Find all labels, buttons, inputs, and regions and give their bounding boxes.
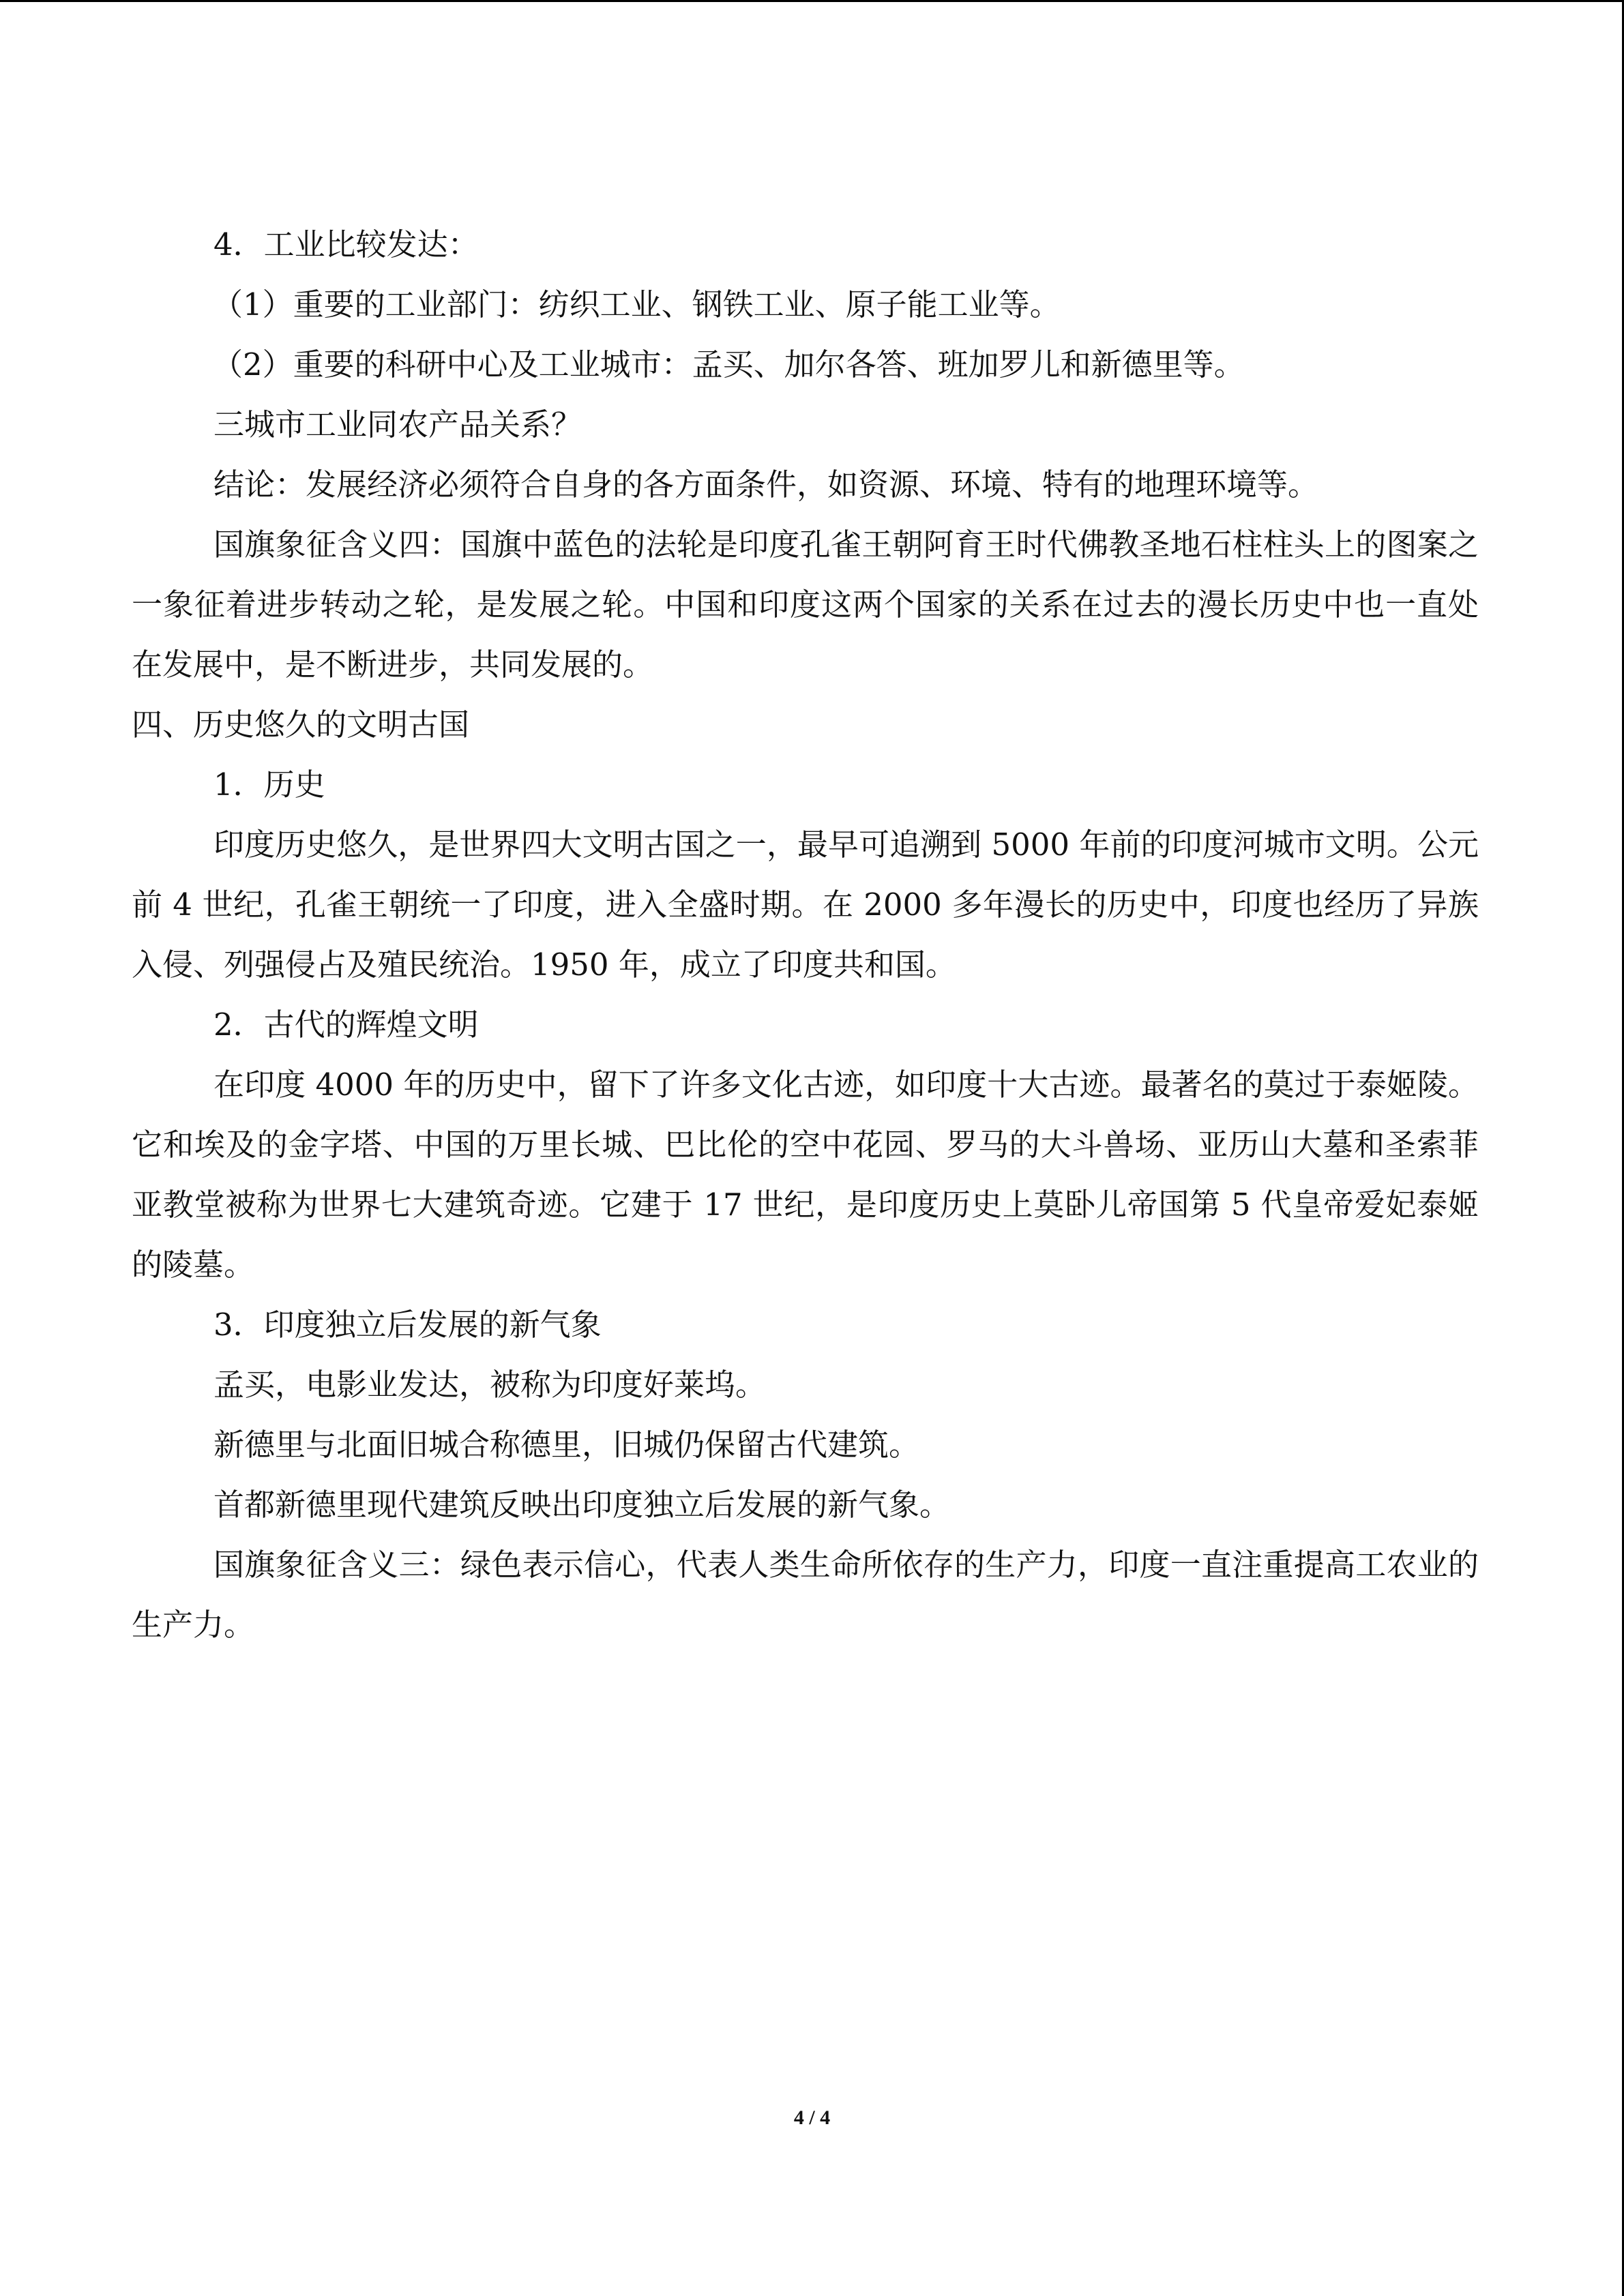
paragraph-ancient-heading: 2．古代的辉煌文明 <box>213 1007 479 1043</box>
paragraph-cities-question: 三城市工业同农产品关系？ <box>213 406 582 443</box>
page-number: 4 / 4 <box>793 2106 831 2129</box>
paragraph-flag-meaning-three: 国旗象征含义三：绿色表示信心，代表人类生命所依存的生产力，印度一直注重提高工农业的生产力。 <box>132 1547 1479 1643</box>
paragraph-capital-modern: 首都新德里现代建筑反映出印度独立后发展的新气象。 <box>213 1487 951 1523</box>
document-body <box>132 215 1479 1655</box>
paragraph-industry-heading: 4．工业比较发达： <box>213 226 479 263</box>
paragraph-history-text: 印度历史悠久，是世界四大文明古国之一，最早可追溯到 5000 年前的印度河城市文明。公元前 4 世纪，孔雀王朝统一了印度，进入全盛时期。在 2000 多年漫长的历史中，印度也经历了异族入侵、列强侵占及殖民统治。1950 年，成立了印度共和国。 <box>132 826 1479 983</box>
section-heading-ancient-civilization: 四、历史悠久的文明古国 <box>132 706 470 743</box>
paragraph-flag-meaning-four: 国旗象征含义四：国旗中蓝色的法轮是印度孔雀王朝阿育王时代佛教圣地石柱柱头上的图案之一象征着进步转动之轮，是发展之轮。中国和印度这两个国家的关系在过去的漫长历史中也一直处在发展中，是不断进步，共同发展的。 <box>132 526 1479 683</box>
paragraph-new-look-heading: 3．印度独立后发展的新气象 <box>213 1307 602 1343</box>
paragraph-conclusion: 结论：发展经济必须符合自身的各方面条件，如资源、环境、特有的地理环境等。 <box>213 466 1319 503</box>
paragraph-history-heading: 1．历史 <box>213 766 325 803</box>
paragraph-ancient-text: 在印度 4000 年的历史中，留下了许多文化古迹，如印度十大古迹。最著名的莫过于泰姬陵。它和埃及的金字塔、中国的万里长城、巴比伦的空中花园、罗马的大斗兽场、亚历山大墓和圣索菲亚教堂被称为世界七大建筑奇迹。它建于 17 世纪，是印度历史上莫卧儿帝国第 5 代皇帝爱妃泰姬的陵墓。 <box>132 1067 1479 1283</box>
paragraph-industry-cities: （2）重要的科研中心及工业城市：孟买、加尔各答、班加罗儿和新德里等。 <box>212 346 1245 383</box>
paragraph-new-delhi-old-city: 新德里与北面旧城合称德里，旧城仍保留古代建筑。 <box>213 1427 920 1463</box>
paragraph-industry-sectors: （1）重要的工业部门：纺织工业、钢铁工业、原子能工业等。 <box>212 286 1061 323</box>
paragraph-mumbai: 孟买，电影业发达，被称为印度好莱坞。 <box>213 1367 767 1403</box>
